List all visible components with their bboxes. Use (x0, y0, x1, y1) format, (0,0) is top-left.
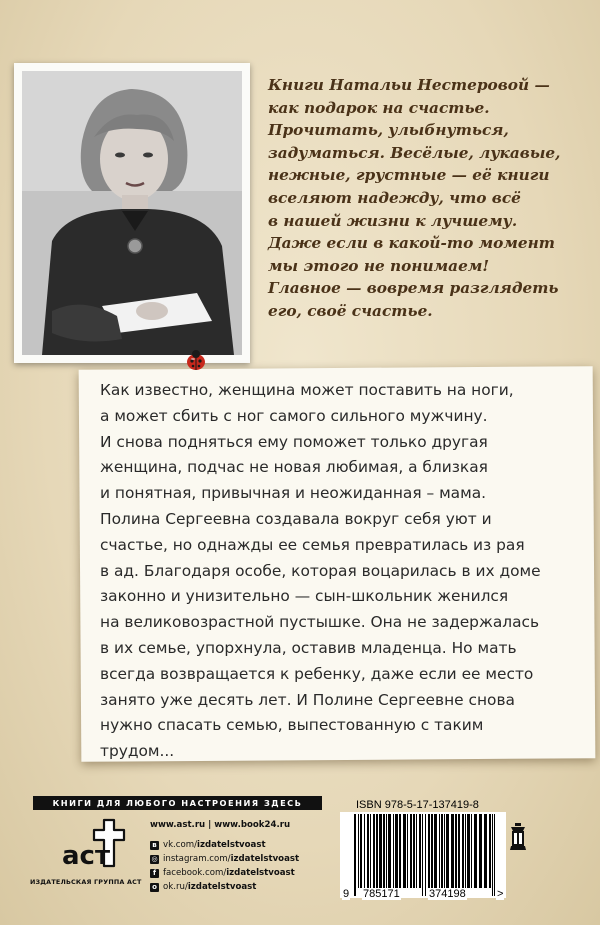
barcode-bar (492, 814, 493, 896)
barcode-bar (360, 814, 362, 888)
annotation-line: трудом... (100, 742, 175, 761)
barcode-bar (434, 814, 437, 888)
isbn-label: ISBN 978-5-17-137419-8 (356, 799, 479, 811)
barcode-bar (407, 814, 408, 888)
barcode-bar (386, 814, 387, 888)
ast-logo (60, 818, 130, 870)
annotation-text (100, 378, 580, 765)
barcode-bar (441, 814, 443, 888)
social-link-prefix: ok.ru/ (163, 882, 188, 892)
barcode-bar (422, 814, 423, 896)
publisher-links (150, 818, 340, 894)
annotation-line: нужно спасать семью, выпестованную с таким (100, 716, 484, 735)
social-link-prefix: instagram.com/ (163, 854, 231, 864)
social-link-handle: izdatelstvoast (197, 840, 266, 850)
barcode-bar (376, 814, 378, 888)
barcode-bar (403, 814, 406, 888)
annotation-line: а может сбить с ног самого сильного мужчину. (100, 406, 488, 425)
annotation-line: счастье, но однажды ее семья превратилась из рая (100, 535, 525, 554)
blurb-line: как подарок на счастье. (268, 98, 490, 117)
barcode-bar (358, 814, 359, 888)
barcode-bar (494, 814, 495, 896)
vk-icon: в (150, 841, 159, 850)
barcode-bar (413, 814, 415, 888)
social-link-prefix: facebook.com/ (163, 868, 227, 878)
barcode-bar (489, 814, 491, 888)
author-photo (22, 71, 242, 355)
barcode-bar (439, 814, 440, 888)
annotation-line: Как известно, женщина может поставить на ноги, (100, 381, 514, 399)
annotation-line: в ад. Благодаря особе, которая воцарилась в их доме (100, 561, 541, 580)
barcode-bar (416, 814, 417, 888)
blurb-line: мы этого не понимаем! (268, 256, 490, 275)
barcode-bar (367, 814, 369, 888)
isbn-barcode (340, 812, 506, 898)
ladybug-icon (183, 347, 209, 373)
barcode-bar (474, 814, 477, 888)
annotation-line: И снова подняться ему поможет только другая (100, 432, 488, 451)
blurb-line: нежные, грустные — её книги (268, 166, 550, 185)
barcode-bar (410, 814, 412, 888)
barcode-bar (455, 814, 457, 888)
barcode-bar (467, 814, 470, 888)
lantern-icon (509, 823, 527, 851)
social-link-handle: izdatelstvoast (230, 854, 300, 864)
facebook-icon: f (150, 869, 159, 878)
odnoklassniki-icon: o (150, 883, 159, 892)
annotation-line: в их семье, упорхнула, оставив младенца. Но мать (100, 638, 517, 657)
publisher-websites[interactable]: www.ast.ru | www.book24.ru (150, 820, 291, 830)
blurb-line: Прочитать, улыбнуться, (268, 121, 509, 140)
blurb-line: Книги Натальи Нестеровой — (268, 76, 550, 94)
barcode-bar (399, 814, 401, 888)
barcode-bar (451, 814, 454, 888)
barcode-bar (364, 814, 365, 888)
barcode-bar (446, 814, 449, 888)
barcode-bar (373, 814, 375, 888)
barcode-bar (383, 814, 385, 888)
blurb-line: вселяют надежду, что всё (268, 188, 521, 207)
author-blurb (268, 74, 588, 323)
blurb-line: в нашей жизни к лучшему. (268, 211, 518, 230)
barcode-digit-suffix: > (497, 888, 504, 900)
social-link-handle: izdatelstvoast (187, 882, 257, 892)
barcode-bar (388, 814, 391, 888)
annotation-line: занято уже десять лет. И Полине Сергеевне снова (100, 690, 515, 709)
barcode-bar (428, 814, 430, 888)
barcode-bar (370, 814, 371, 888)
barcode-bar (419, 814, 421, 888)
barcode-digit-prefix: 9 (343, 888, 350, 900)
blurb-line: Главное — вовремя разглядеть (268, 279, 559, 298)
annotation-line: всегда возвращается к ребенку, даже если ее место (100, 664, 534, 683)
barcode-digit-group-1: 785171 (363, 888, 400, 900)
annotation-line: законно и унизительно — сын-школьник женился (100, 587, 509, 606)
barcode-bar (462, 814, 464, 888)
barcode-bar (425, 814, 426, 896)
barcode-bar (379, 814, 382, 888)
barcode-digit-group-2: 374198 (429, 888, 466, 900)
blurb-line: Даже если в какой-то момент (268, 234, 555, 253)
barcode-bar (479, 814, 482, 888)
author-photo-frame (14, 63, 250, 363)
social-link-vk[interactable] (150, 838, 340, 852)
barcode-bar (431, 814, 433, 888)
annotation-line: на великовозрастной пустышке. Она не задержалась (100, 613, 540, 632)
barcode-bar (354, 814, 356, 896)
annotation-line: Полина Сергеевна создавала вокруг себя уют и (100, 509, 492, 528)
publisher-slogan: КНИГИ ДЛЯ ЛЮБОГО НАСТРОЕНИЯ ЗДЕСЬ (33, 796, 322, 810)
barcode-bar (395, 814, 398, 888)
author-portrait-image (22, 71, 242, 355)
barcode-digits (340, 888, 506, 902)
instagram-icon: ◎ (151, 854, 158, 863)
barcode-bar (444, 814, 445, 888)
social-link-handle: izdatelstvoast (226, 868, 295, 878)
social-link-odnoklassniki[interactable] (150, 880, 340, 894)
barcode-bar (458, 814, 460, 888)
annotation-line: и понятная, привычная и неожиданная – мама. (100, 484, 487, 503)
barcode-bar (484, 814, 487, 888)
barcode-bar (465, 814, 466, 888)
social-link-prefix: vk.com/ (163, 840, 198, 850)
social-link-facebook[interactable] (150, 866, 340, 880)
barcode-bar (393, 814, 394, 888)
ast-logo-text: аст (62, 841, 111, 870)
social-link-instagram[interactable] (150, 852, 340, 866)
blurb-line: задуматься. Весёлые, лукавые, (268, 143, 561, 162)
annotation-line: женщина, подчас не новая любимая, а близкая (100, 458, 488, 477)
blurb-line: его, своё счастье. (268, 301, 433, 320)
publisher-group-name: ИЗДАТЕЛЬСКАЯ ГРУППА АСТ (30, 878, 142, 886)
barcode-bar (471, 814, 472, 888)
